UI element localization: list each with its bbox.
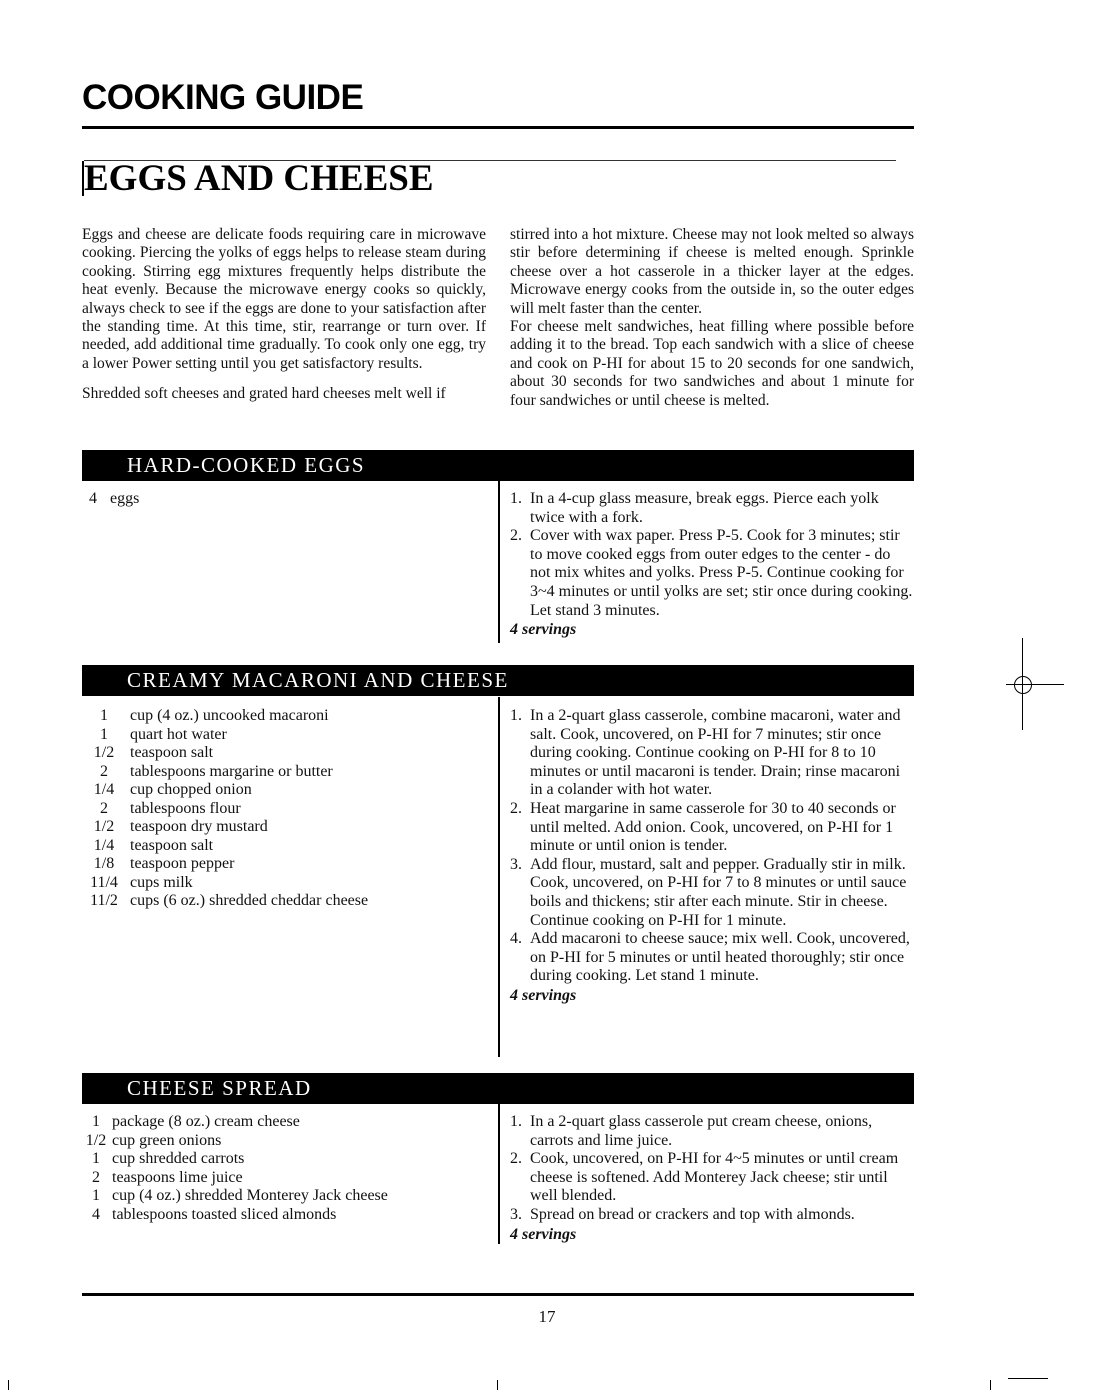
ingredient-text: eggs xyxy=(110,490,140,507)
step-number: 3. xyxy=(510,1205,522,1223)
step-list xyxy=(510,1113,914,1225)
footer-rule xyxy=(82,1293,914,1296)
step-text: Spread on bread or crackers and top with almonds. xyxy=(530,1205,855,1223)
ingredient-text: quart hot water xyxy=(130,725,227,743)
ingredient-text: tablespoons flour xyxy=(130,799,241,817)
ingredient-quantity: 1/4 xyxy=(93,836,115,854)
step-number: 1. xyxy=(510,707,522,724)
ingredient-text: teaspoon salt xyxy=(130,836,214,854)
column-divider xyxy=(498,481,500,643)
step-list xyxy=(510,707,914,986)
ingredient-text: cup shredded carrots xyxy=(112,1150,245,1167)
intro-paragraph: For cheese melt sandwiches, heat filling where possible before adding it to the bread. Top each sandwich with a slice of cheese and cook on P-HI for about 15 to 20 seconds for one sandwich, about 30 seconds for two sandwiches and about 1 minute for four sandwiches or until cheese is melted. xyxy=(510,318,914,409)
list-item xyxy=(82,874,462,893)
list-item xyxy=(82,744,462,763)
list-item xyxy=(510,800,914,856)
ingredient-quantity: 1/8 xyxy=(93,855,115,872)
list-item xyxy=(82,855,462,874)
ingredient-quantity: 2 xyxy=(100,762,108,780)
directions xyxy=(510,490,914,639)
list-item xyxy=(510,1150,914,1206)
ingredient-quantity: 4 xyxy=(92,1205,100,1223)
list-item xyxy=(82,490,462,509)
ingredient-quantity: 11/2 xyxy=(90,892,118,909)
list-item xyxy=(82,763,462,782)
step-text: In a 2-quart glass casserole, combine macaroni, water and salt. Cook, uncovered, on P-HI for 7 minutes; stir once during cooking. Continue cooking on P-HI for 8 to 10 minutes or until macaroni is tender. Drain; rinse macaroni in a colander with hot water. xyxy=(530,707,901,799)
ingredient-quantity: 2 xyxy=(92,1168,100,1186)
section-title: EGGS AND CHEESE xyxy=(84,158,434,199)
step-list xyxy=(510,490,914,620)
ingredient-quantity: 1 xyxy=(100,707,108,724)
ingredient-text: cups (6 oz.) shredded cheddar cheese xyxy=(130,892,369,909)
step-number: 1. xyxy=(510,490,522,507)
step-text: Add macaroni to cheese sauce; mix well. Cook, uncovered, on P-HI for 5 minutes or until heated thoroughly; stir once during cooking. Let stand 1 minute. xyxy=(530,930,910,985)
list-item xyxy=(82,837,462,856)
list-item xyxy=(510,930,914,986)
list-item xyxy=(82,1150,482,1169)
step-number: 2. xyxy=(510,799,522,817)
list-item xyxy=(510,707,914,800)
ingredient-quantity: 1 xyxy=(92,1113,100,1130)
intro-left-column xyxy=(82,226,486,416)
crop-mark xyxy=(497,1380,498,1390)
registration-mark-circle xyxy=(1014,676,1032,694)
ingredient-text: teaspoon dry mustard xyxy=(130,818,268,835)
ingredient-quantity: 2 xyxy=(100,799,108,817)
column-divider xyxy=(498,697,500,1057)
ingredient-text: tablespoons margarine or butter xyxy=(130,762,333,780)
list-item xyxy=(510,490,914,527)
ingredient-list xyxy=(82,1113,482,1224)
step-text: Add flour, mustard, salt and pepper. Gradually stir in milk. Cook, uncovered, on P-HI for 7 to 8 minutes or until sauce boils and thickens; stir after each minute. Stir in cheese. Continue cooking on P-HI for 1 minute. xyxy=(530,855,907,929)
ingredient-text: teaspoons lime juice xyxy=(112,1168,243,1186)
crop-mark xyxy=(8,1380,9,1390)
ingredient-quantity: 1 xyxy=(92,1187,100,1204)
column-divider xyxy=(498,1104,500,1244)
list-item xyxy=(82,818,462,837)
recipe-title-bar xyxy=(82,450,914,481)
recipe-title-bar xyxy=(82,1073,914,1104)
list-item xyxy=(82,1169,482,1188)
ingredient-quantity: 1/4 xyxy=(93,781,115,798)
intro-paragraph: Shredded soft cheeses and grated hard cheeses melt well if xyxy=(82,385,446,403)
directions xyxy=(510,707,914,1005)
ingredient-quantity: 1/2 xyxy=(93,818,115,835)
step-number: 2. xyxy=(510,1150,522,1168)
crop-mark xyxy=(990,1380,991,1390)
list-item xyxy=(510,856,914,930)
ingredient-text: cup green onions xyxy=(112,1131,222,1149)
ingredient-text: tablespoons toasted sliced almonds xyxy=(112,1205,337,1223)
recipe-title-bar xyxy=(82,665,914,696)
ingredient-quantity: 1 xyxy=(100,725,108,743)
list-item xyxy=(510,1206,914,1225)
ingredient-text: teaspoon salt xyxy=(130,744,214,761)
ingredient-text: cups milk xyxy=(130,873,193,891)
list-item xyxy=(82,781,462,800)
directions xyxy=(510,1113,914,1244)
list-item xyxy=(510,527,914,620)
list-item xyxy=(82,800,462,819)
ingredient-list xyxy=(82,490,462,509)
intro-paragraph: stirred into a hot mixture. Cheese may not look melted so always stir before determining if cheese is melted enough. Sprinkle cheese over a hot casserole in a thicker layer at the edges. Microwave energy cooks from the outside in, so the outer edges will melt faster than the center. xyxy=(510,226,914,317)
step-number: 2. xyxy=(510,527,522,545)
list-item xyxy=(510,1113,914,1150)
recipe-title: CHEESE SPREAD xyxy=(127,1076,312,1100)
list-item xyxy=(82,707,462,726)
page-title: COOKING GUIDE xyxy=(82,78,364,117)
ingredient-quantity: 1/2 xyxy=(85,1131,107,1149)
list-item xyxy=(82,892,462,911)
step-text: In a 4-cup glass measure, break eggs. Pierce each yolk twice with a fork. xyxy=(530,490,879,526)
list-item xyxy=(82,1113,482,1132)
page-number: 17 xyxy=(538,1307,556,1326)
servings: 4 servings xyxy=(510,1225,577,1243)
step-text: Cook, uncovered, on P-HI for 4~5 minutes or until cream cheese is softened. Add Monterey Jack cheese; stir until well blended. xyxy=(530,1150,899,1205)
servings: 4 servings xyxy=(510,986,577,1004)
ingredient-quantity: 11/4 xyxy=(90,873,118,891)
list-item xyxy=(82,1187,482,1206)
recipe-title: CREAMY MACARONI AND CHEESE xyxy=(127,668,509,692)
intro-paragraph: Eggs and cheese are delicate foods requiring care in microwave cooking. Piercing the yolks of eggs helps to release steam during cooking. Stirring egg mixtures frequently helps distribute the heat evenly. Because the microwave energy cooks so quickly, always check to see if the eggs are done to your satisfaction after the standing time. At this time, stir, rearrange or turn over. If needed, add additional time gradually. To cook only one egg, try a lower Power setting until you get satisfactory results. xyxy=(82,226,486,372)
ingredient-text: cup chopped onion xyxy=(130,781,252,798)
ingredient-quantity: 1/2 xyxy=(93,744,115,761)
list-item xyxy=(82,1206,482,1225)
ingredient-text: cup (4 oz.) shredded Monterey Jack cheese xyxy=(112,1187,388,1204)
ingredient-text: teaspoon pepper xyxy=(130,855,235,872)
list-item xyxy=(82,1132,482,1151)
ingredient-text: package (8 oz.) cream cheese xyxy=(112,1113,300,1130)
ingredient-quantity: 4 xyxy=(89,490,97,507)
header-rule xyxy=(82,126,914,129)
step-text: In a 2-quart glass casserole put cream cheese, onions, carrots and lime juice. xyxy=(530,1113,873,1149)
intro-right-column xyxy=(510,226,914,422)
step-number: 3. xyxy=(510,855,522,873)
ingredient-quantity: 1 xyxy=(92,1150,100,1167)
ingredient-list xyxy=(82,707,462,911)
crop-mark xyxy=(1008,1378,1048,1379)
step-text: Heat margarine in same casserole for 30 to 40 seconds or until melted. Add onion. Cook, uncovered, on P-HI for 1 minute or until onion is tender. xyxy=(530,799,896,855)
step-number: 4. xyxy=(510,930,522,948)
servings: 4 servings xyxy=(510,621,577,639)
recipe-title: HARD-COOKED EGGS xyxy=(127,453,366,477)
list-item xyxy=(82,726,462,745)
step-text: Cover with wax paper. Press P-5. Cook for 3 minutes; stir to move cooked eggs from outer edges to the center - do not mix whites and yolks. Press P-5. Continue cooking for 3~4 minutes or until yolks are set; stir once during cooking. Let stand 3 minutes. xyxy=(530,527,913,619)
ingredient-text: cup (4 oz.) uncooked macaroni xyxy=(130,707,329,724)
step-number: 1. xyxy=(510,1113,522,1130)
